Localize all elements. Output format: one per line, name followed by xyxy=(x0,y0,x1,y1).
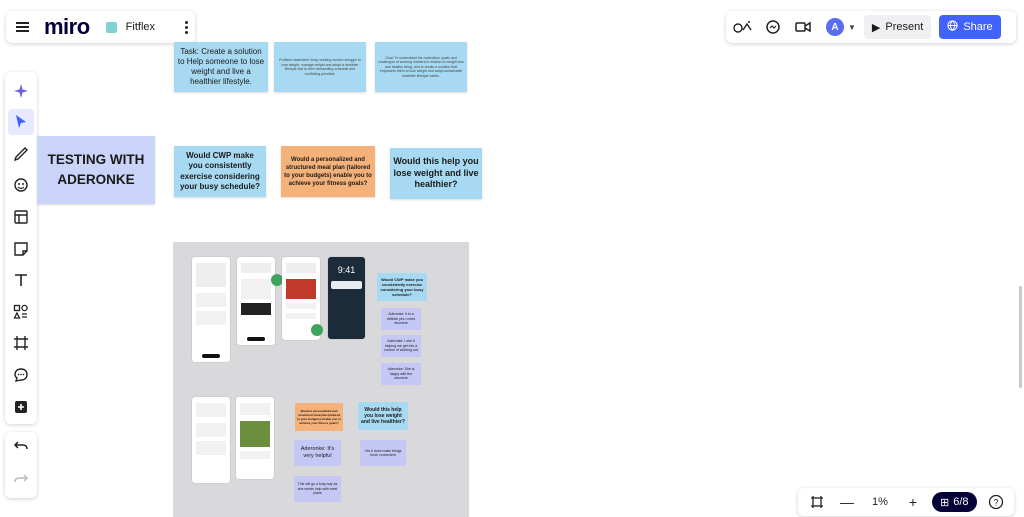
sticky-note[interactable] xyxy=(174,146,266,197)
sticky-note-text: TESTING WITH ADERONKE xyxy=(47,152,145,187)
sticky-note[interactable] xyxy=(295,403,343,431)
globe-icon xyxy=(947,20,958,34)
sticky-note[interactable] xyxy=(281,146,375,197)
sticky-note-icon[interactable] xyxy=(8,236,34,262)
user-cursor-badge xyxy=(311,324,323,336)
sticky-note-text: Would a personalized and structured meal plan (tailored to your budgets) enable you to achieve your fitness goals? xyxy=(297,409,341,425)
svg-text:?: ? xyxy=(993,497,999,508)
phone-screen[interactable] xyxy=(192,397,230,483)
sticky-note-text: Would this help you lose weight and live healthier? xyxy=(393,156,479,190)
sticky-note-text: Goal: To understand the motivation, goals and challenges of working mothers in relation to weight loss and healthy living, and to create a solution that empowers them to lose weight and adopt sustainable healthier lifestyle habits. xyxy=(378,55,464,78)
sticky-note[interactable] xyxy=(294,476,341,502)
testing-frame[interactable] xyxy=(173,242,469,517)
redo-icon[interactable] xyxy=(13,472,29,491)
play-icon: ▶ xyxy=(871,21,881,34)
phone-screen[interactable] xyxy=(236,397,274,479)
undo-icon[interactable] xyxy=(13,439,29,458)
page-indicator: 6/8 xyxy=(953,496,969,508)
collaboration-bar xyxy=(726,11,1016,43)
zoom-level[interactable]: 1% xyxy=(872,496,888,508)
shapes-icon[interactable] xyxy=(8,299,34,325)
sticky-note[interactable] xyxy=(377,273,427,301)
reactions-icon[interactable] xyxy=(730,14,756,40)
sticky-note-text: Problem statement: Busy working women struggle to lose weight, manage weight and adopt a healthier lifestyle due to their demanding schedule and conflicting priorities. xyxy=(279,58,361,76)
present-label: Present xyxy=(885,21,924,33)
comment-icon[interactable] xyxy=(8,362,34,388)
phone-screen[interactable] xyxy=(192,257,230,362)
board-icon xyxy=(106,22,117,33)
sticky-note[interactable] xyxy=(381,363,421,385)
sticky-note-text: Would CWP make you consistently exercise considering your busy schedule? xyxy=(179,150,261,191)
sticky-note[interactable] xyxy=(358,402,408,430)
select-icon[interactable] xyxy=(8,109,34,135)
sticky-note[interactable] xyxy=(360,440,406,466)
phone-time: 9:41 xyxy=(337,265,356,275)
sticky-note[interactable] xyxy=(174,42,268,92)
zoom-controls xyxy=(798,488,1014,516)
sticky-note-text: Would this help you lose weight and live healthier? xyxy=(361,407,405,425)
sticky-note[interactable] xyxy=(375,42,467,92)
frame-icon[interactable] xyxy=(8,330,34,356)
board-header xyxy=(6,11,195,43)
zoom-out-icon[interactable]: — xyxy=(840,494,854,510)
sticky-note-text: This will go a long way as she needs help with meal plans xyxy=(297,482,338,496)
sticky-note-text: Aderonke: She is happy with the structure xyxy=(387,367,415,381)
board-name[interactable]: Fitflex xyxy=(125,21,156,33)
add-icon[interactable] xyxy=(8,394,34,420)
chat-icon[interactable] xyxy=(760,14,786,40)
chevron-down-icon[interactable]: ▼ xyxy=(848,22,856,32)
miro-logo: miro xyxy=(43,14,90,39)
sticky-note[interactable] xyxy=(294,440,341,466)
sticky-note-text: Would CWP make you consistently exercise considering your busy schedule? xyxy=(380,277,424,297)
share-label: Share xyxy=(963,21,993,33)
help-icon[interactable] xyxy=(983,489,1009,515)
frames-icon: ⊞ xyxy=(940,496,950,509)
avatar[interactable]: A xyxy=(826,18,844,36)
share-button[interactable] xyxy=(939,15,1000,39)
sticky-note-text: Aderonke: It's very helpful xyxy=(300,446,335,459)
video-icon[interactable] xyxy=(790,14,816,40)
pen-icon[interactable] xyxy=(8,141,34,167)
menu-icon[interactable] xyxy=(10,14,36,40)
templates-icon[interactable] xyxy=(8,204,34,230)
creation-toolbar xyxy=(5,72,37,424)
sticky-note[interactable] xyxy=(381,308,421,330)
text-icon[interactable] xyxy=(8,267,34,293)
sticky-note[interactable] xyxy=(381,335,421,357)
sticky-note-text: Yes it does make things more convenient xyxy=(364,448,402,457)
frames-counter[interactable] xyxy=(932,492,977,512)
vertical-scrollbar[interactable] xyxy=(1019,286,1022,388)
sticky-note[interactable] xyxy=(390,148,482,199)
phone-screen[interactable] xyxy=(237,257,275,345)
zoom-in-icon[interactable]: + xyxy=(908,494,918,510)
sticky-note-text: Task: Create a solution to Help someone to lose weight and live a healthier lifestyle. xyxy=(177,47,265,86)
sticky-note[interactable] xyxy=(274,42,366,92)
sticky-note-text: Would a personalized and structured meal plan (tailored to your budgets) enable you to achieve your fitness goals? xyxy=(284,156,372,187)
lock-screen[interactable] xyxy=(328,257,365,339)
sticky-note-text: Aderonke: It is a definite yes I need structure xyxy=(386,312,416,326)
ai-sparkle-icon[interactable] xyxy=(8,78,34,104)
present-button[interactable] xyxy=(864,15,931,39)
history-toolbar xyxy=(5,432,37,498)
sticky-note-text: Aderonke: I see it helping me get into a routine of working out xyxy=(384,339,418,353)
more-icon[interactable] xyxy=(177,17,195,37)
sticker-icon[interactable] xyxy=(8,172,34,198)
testing-label-note[interactable] xyxy=(37,136,155,204)
fit-to-screen-icon[interactable] xyxy=(804,489,830,515)
